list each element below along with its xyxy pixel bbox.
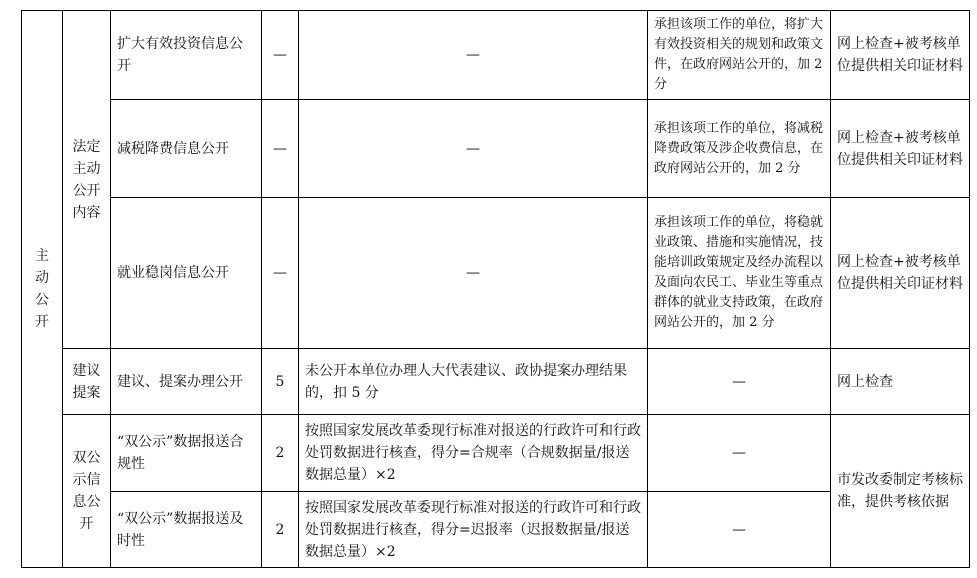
score-cell: —	[262, 11, 299, 100]
deduction-cell: 未公开本单位办理人大代表建议、政协提案办理结果的，扣 5 分	[299, 349, 648, 415]
table-row	[22, 492, 970, 568]
item-title-cell: 扩大有效投资信息公开	[111, 11, 262, 100]
item-title-cell: 减税降费信息公开	[111, 100, 262, 198]
score-cell: 5	[262, 349, 299, 415]
table-row	[22, 100, 970, 198]
category-cell: 主动公开	[22, 11, 63, 568]
deduction-cell: —	[299, 100, 648, 198]
method-cell: 网上检查	[831, 349, 970, 415]
deduction-cell: —	[299, 11, 648, 100]
bonus-cell: 承担该项工作的单位，将扩大有效投资相关的规划和政策文件，在政府网站公开的，加 2 分	[648, 11, 831, 100]
table-row	[22, 349, 970, 415]
bonus-cell: —	[648, 415, 831, 492]
item-title-cell: “双公示”数据报送合规性	[111, 415, 262, 492]
bonus-cell: —	[648, 349, 831, 415]
assessment-table	[21, 10, 970, 568]
score-cell: —	[262, 100, 299, 198]
deduction-cell: 按照国家发展改革委现行标准对报送的行政许可和行政处罚数据进行核查，得分=迟报率（迟报数据量/报送数据总量）×2	[299, 492, 648, 568]
table-row	[22, 11, 970, 100]
method-cell: 网上检查+被考核单位提供相关印证材料	[831, 100, 970, 198]
section-name-cell: 法定主动公开内容	[63, 11, 111, 349]
method-cell: 市发改委制定考核标准，提供考核依据	[831, 415, 970, 568]
bonus-cell: 承担该项工作的单位，将稳就业政策、措施和实施情况，技能培训政策规定及经办流程以及面向农民工、毕业生等重点群体的就业支持政策，在政府网站公开的，加 2 分	[648, 198, 831, 349]
score-cell: 2	[262, 492, 299, 568]
bonus-cell: —	[648, 492, 831, 568]
deduction-cell: —	[299, 198, 648, 349]
method-cell: 网上检查+被考核单位提供相关印证材料	[831, 11, 970, 100]
section-name-cell: 建议提案	[63, 349, 111, 415]
score-cell: 2	[262, 415, 299, 492]
section-name-cell: 双公示信息公开	[63, 415, 111, 568]
method-cell: 网上检查+被考核单位提供相关印证材料	[831, 198, 970, 349]
item-title-cell: “双公示”数据报送及时性	[111, 492, 262, 568]
item-title-cell: 建议、提案办理公开	[111, 349, 262, 415]
item-title-cell: 就业稳岗信息公开	[111, 198, 262, 349]
score-cell: —	[262, 198, 299, 349]
bonus-cell: 承担该项工作的单位，将减税降费政策及涉企收费信息，在政府网站公开的，加 2 分	[648, 100, 831, 198]
table-row	[22, 198, 970, 349]
deduction-cell: 按照国家发展改革委现行标准对报送的行政许可和行政处罚数据进行核查，得分=合规率（合规数据量/报送数据总量）×2	[299, 415, 648, 492]
table-row	[22, 415, 970, 492]
